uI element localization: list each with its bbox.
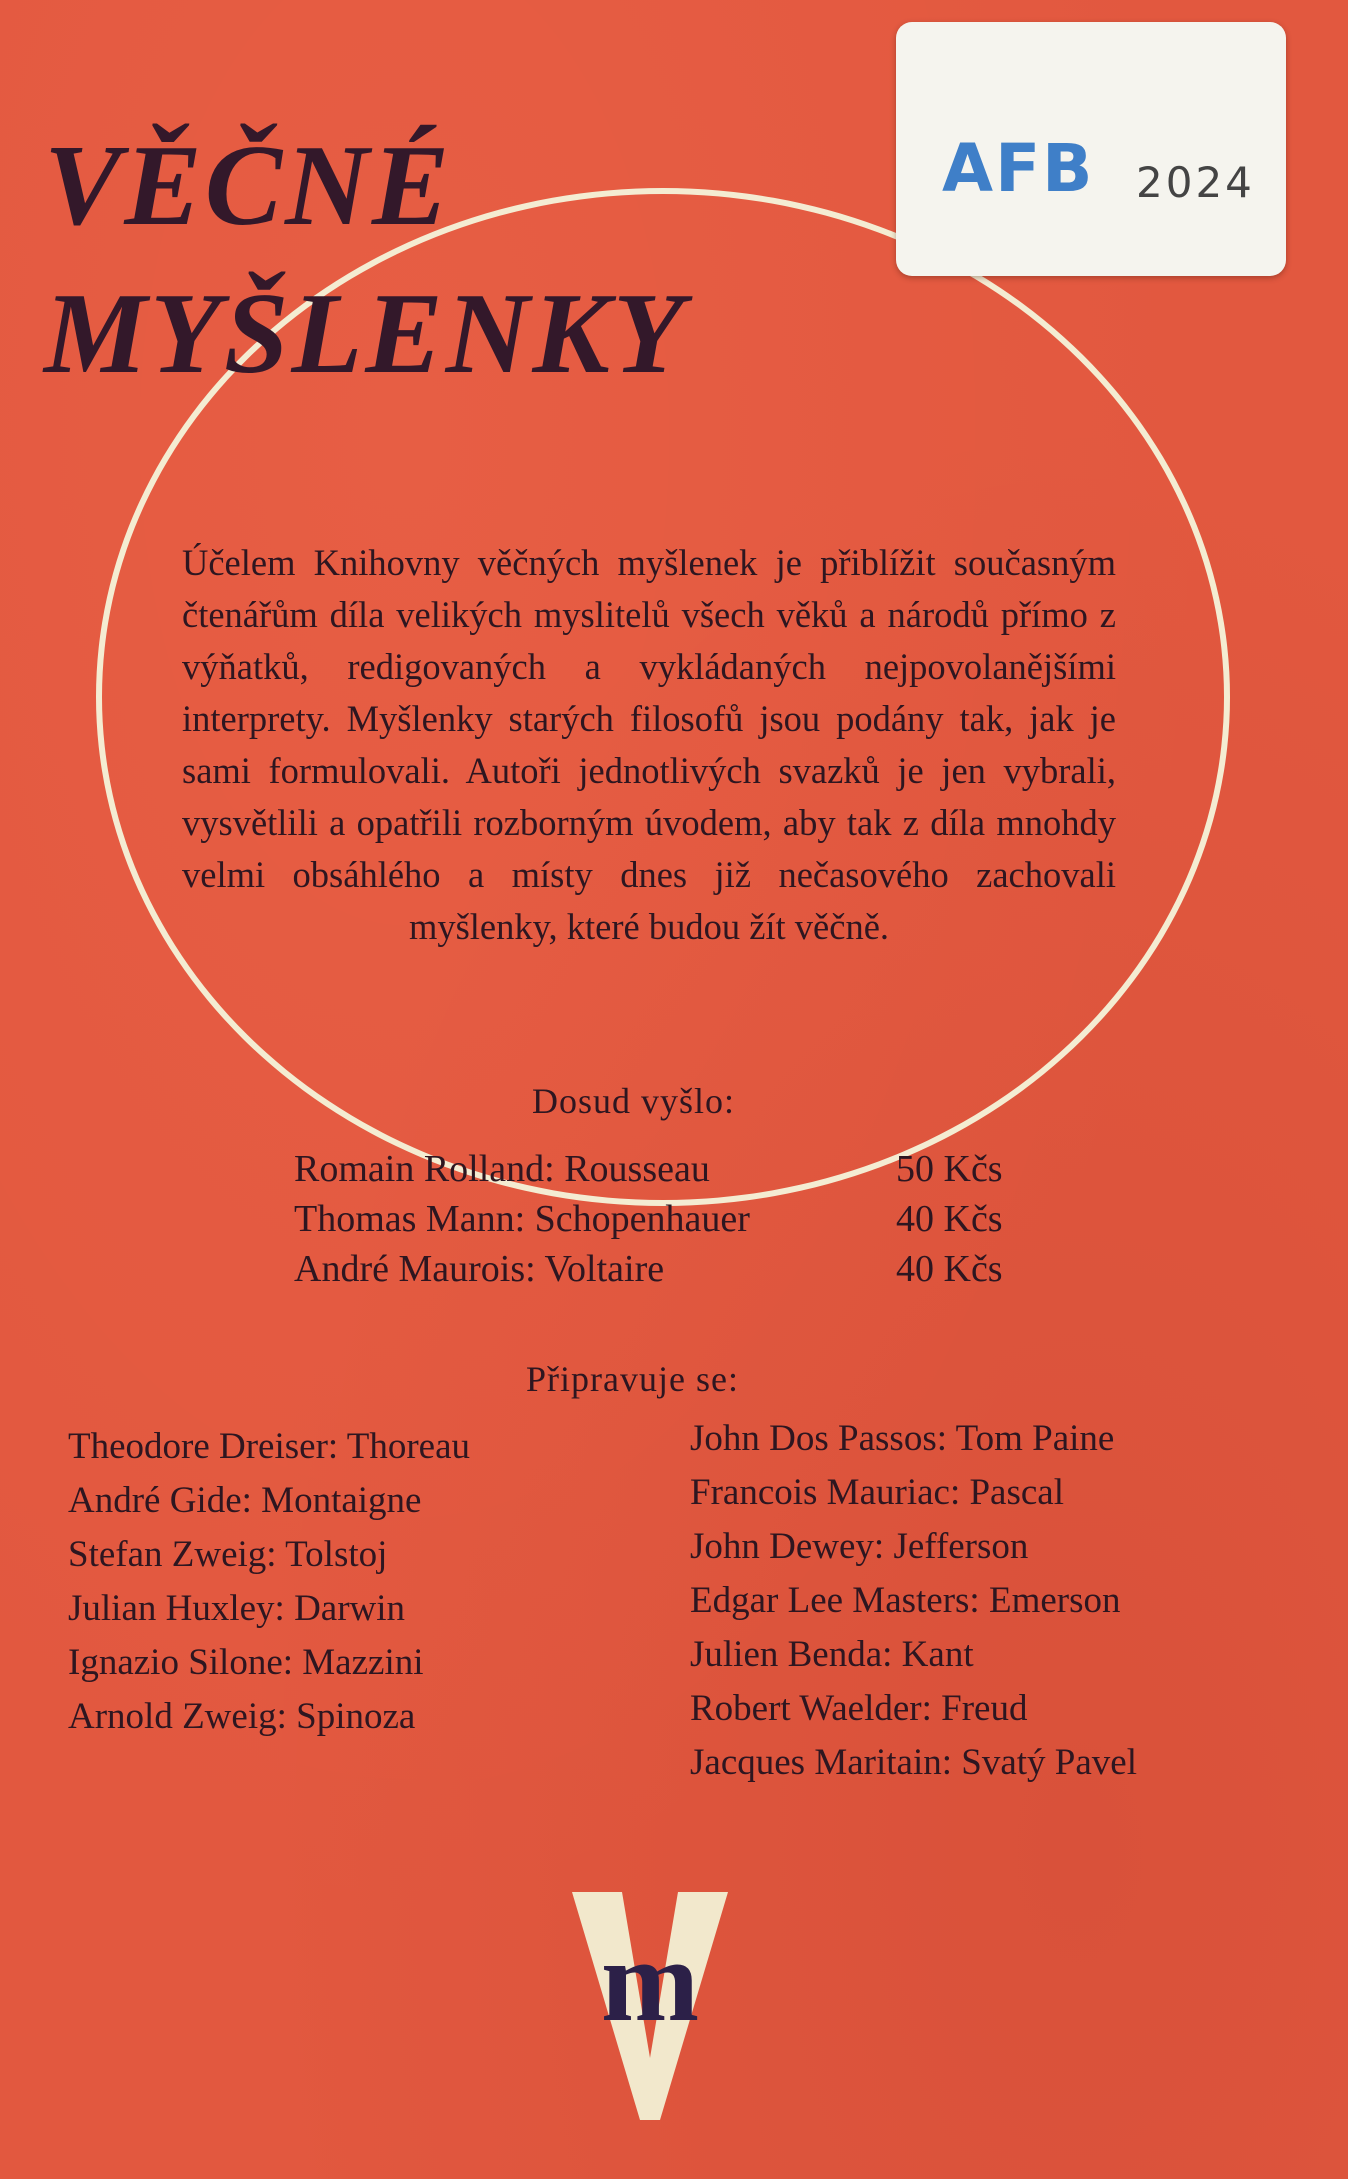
library-stamp-code: AFB [942, 130, 1095, 207]
published-price: 40 Kčs [896, 1198, 1003, 1240]
forthcoming-item: Stefan Zweig: Tolstoj [68, 1534, 388, 1575]
series-description: Účelem Knihovny věčných myšlenek je přiblížit současným čtenářům díla velikých myslitelů všech věků a národů přímo z výňatků, redigovaných a vykládaných nejpovolanějšími interprety. Myšlenky starých filosofů jsou podány tak, jak je sami formulovali. Autoři jednotlivých svazků je jen vybrali, vysvětlili a opatřili rozborným úvodem, aby tak z díla mnohdy velmi obsáhlého a místy dnes již nečasového zachovali myšlenky, které budou žít věčně. [182, 541, 1116, 947]
forthcoming-item: John Dewey: Jefferson [690, 1526, 1029, 1567]
published-heading: Dosud vyšlo: [532, 1081, 736, 1121]
forthcoming-item: Edgar Lee Masters: Emerson [690, 1580, 1121, 1621]
published-price: 50 Kčs [896, 1148, 1003, 1190]
forthcoming-list-right [690, 1412, 1137, 1790]
publisher-logo [560, 1888, 740, 2128]
forthcoming-item: Jacques Maritain: Svatý Pavel [690, 1742, 1137, 1783]
forthcoming-item: Theodore Dreiser: Thoreau [68, 1426, 471, 1467]
forthcoming-item: Francois Mauriac: Pascal [690, 1472, 1064, 1513]
series-title [44, 112, 687, 408]
forthcoming-list-left [68, 1420, 470, 1744]
forthcoming-item: John Dos Passos: Tom Paine [690, 1418, 1115, 1459]
logo-letter-m: m [600, 1915, 700, 2046]
published-work: Thomas Mann: Schopenhauer [294, 1198, 750, 1240]
series-title-line-2: MYŠLENKY [44, 270, 687, 398]
forthcoming-item: Robert Waelder: Freud [690, 1688, 1028, 1729]
forthcoming-item: Arnold Zweig: Spinoza [68, 1696, 416, 1737]
forthcoming-item: Julien Benda: Kant [690, 1634, 974, 1675]
forthcoming-item: Ignazio Silone: Mazzini [68, 1642, 424, 1683]
forthcoming-item: André Gide: Montaigne [68, 1480, 422, 1521]
published-work: Romain Rolland: Rousseau [294, 1148, 710, 1190]
series-title-line-1: VĚČNÉ [44, 122, 453, 250]
published-work: André Maurois: Voltaire [294, 1248, 665, 1290]
published-row [294, 1244, 1034, 1294]
forthcoming-item: Julian Huxley: Darwin [68, 1588, 406, 1629]
published-row [294, 1194, 1034, 1244]
library-shelf-number: 2024 [1136, 158, 1255, 207]
published-row [294, 1144, 1034, 1194]
published-price: 40 Kčs [896, 1248, 1003, 1290]
published-list [294, 1144, 1034, 1294]
forthcoming-heading: Připravuje se: [526, 1359, 739, 1399]
library-sticker [896, 22, 1286, 276]
